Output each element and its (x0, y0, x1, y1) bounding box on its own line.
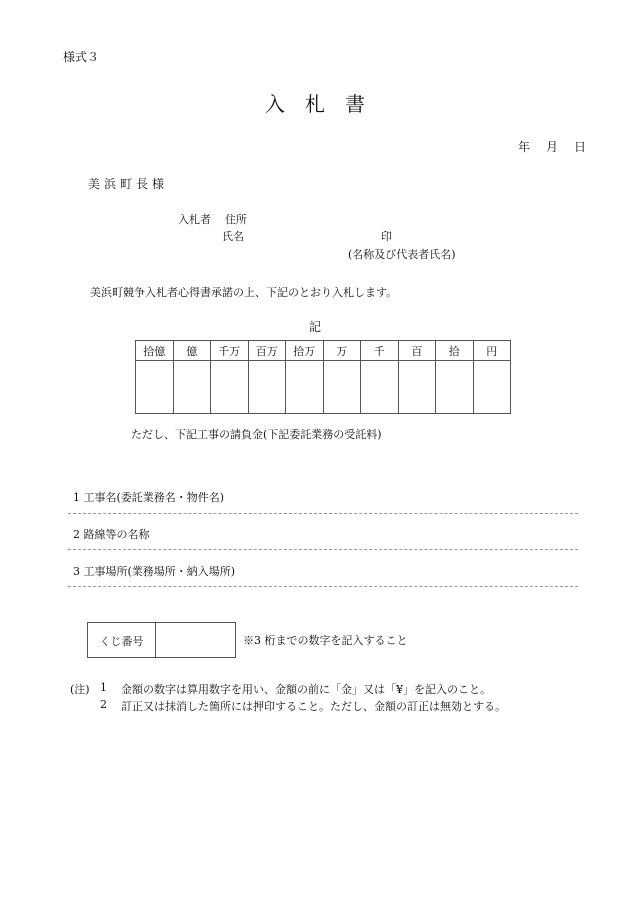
note-text: 金額の数字は算用数字を用い、金額の前に「金」又は「¥」を記入のこと。 (121, 683, 491, 696)
item-project-location: 3 工事場所(業務場所・納入場所) (73, 565, 236, 578)
amount-digit-field[interactable] (173, 361, 211, 414)
amount-header-cell: 千 (361, 341, 399, 361)
item-route-name-line[interactable] (68, 549, 578, 550)
amount-header-cell: 拾万 (286, 341, 324, 361)
amount-digit-field[interactable] (398, 361, 436, 414)
amount-digit-field[interactable] (323, 361, 361, 414)
note-text: 訂正又は抹消した箇所には押印すること。ただし、金額の訂正は無効とする。 (121, 700, 506, 713)
amount-header-cell: 拾 (436, 341, 474, 361)
bid-statement: 美浜町競争入札者心得書承諾の上、下記のとおり入札します。 (90, 286, 398, 299)
amount-header-cell: 円 (473, 341, 511, 361)
item-project-location-line[interactable] (68, 586, 578, 587)
date-line: 年 月 日 (518, 140, 589, 154)
lottery-number-box (87, 622, 236, 658)
contract-note: ただし、下記工事の請負金(下記委託業務の受託料) (131, 428, 382, 441)
form-number: 様式３ (63, 50, 100, 64)
item-project-name: 1 工事名(委託業務名・物件名) (73, 491, 225, 504)
note-number: 2 (100, 698, 107, 711)
bidder-label: 入札者 (178, 213, 211, 226)
lottery-number-note: ※3 桁までの数字を記入すること (243, 634, 408, 647)
amount-header-row (136, 341, 511, 361)
notes-heading: (注) (70, 683, 90, 696)
item-route-name: 2 路線等の名称 (73, 528, 150, 541)
document-title: 入札書 (265, 92, 385, 116)
amount-digit-field[interactable] (473, 361, 511, 414)
amount-digit-field[interactable] (136, 361, 174, 414)
name-label: 氏名 (222, 230, 244, 243)
item-project-name-line[interactable] (68, 513, 578, 514)
amount-header-cell: 百 (398, 341, 436, 361)
lottery-number-field[interactable] (156, 623, 235, 657)
amount-header-cell: 億 (173, 341, 211, 361)
amount-digit-field[interactable] (248, 361, 286, 414)
amount-digit-field[interactable] (286, 361, 324, 414)
ki-label: 記 (308, 320, 321, 334)
amount-digit-field[interactable] (211, 361, 249, 414)
amount-header-cell: 拾億 (136, 341, 174, 361)
amount-value-row (136, 361, 511, 414)
note-number: 1 (100, 681, 107, 694)
addressee: 美浜町長様 (88, 177, 169, 191)
amount-digit-field[interactable] (436, 361, 474, 414)
amount-table (135, 340, 511, 414)
amount-header-cell: 万 (323, 341, 361, 361)
amount-header-cell: 千万 (211, 341, 249, 361)
address-label: 住所 (225, 213, 247, 226)
amount-header-cell: 百万 (248, 341, 286, 361)
amount-digit-field[interactable] (361, 361, 399, 414)
lottery-number-label: くじ番号 (99, 635, 144, 648)
name-note: (名称及び代表者氏名) (348, 248, 456, 261)
seal-label: 印 (381, 230, 392, 243)
